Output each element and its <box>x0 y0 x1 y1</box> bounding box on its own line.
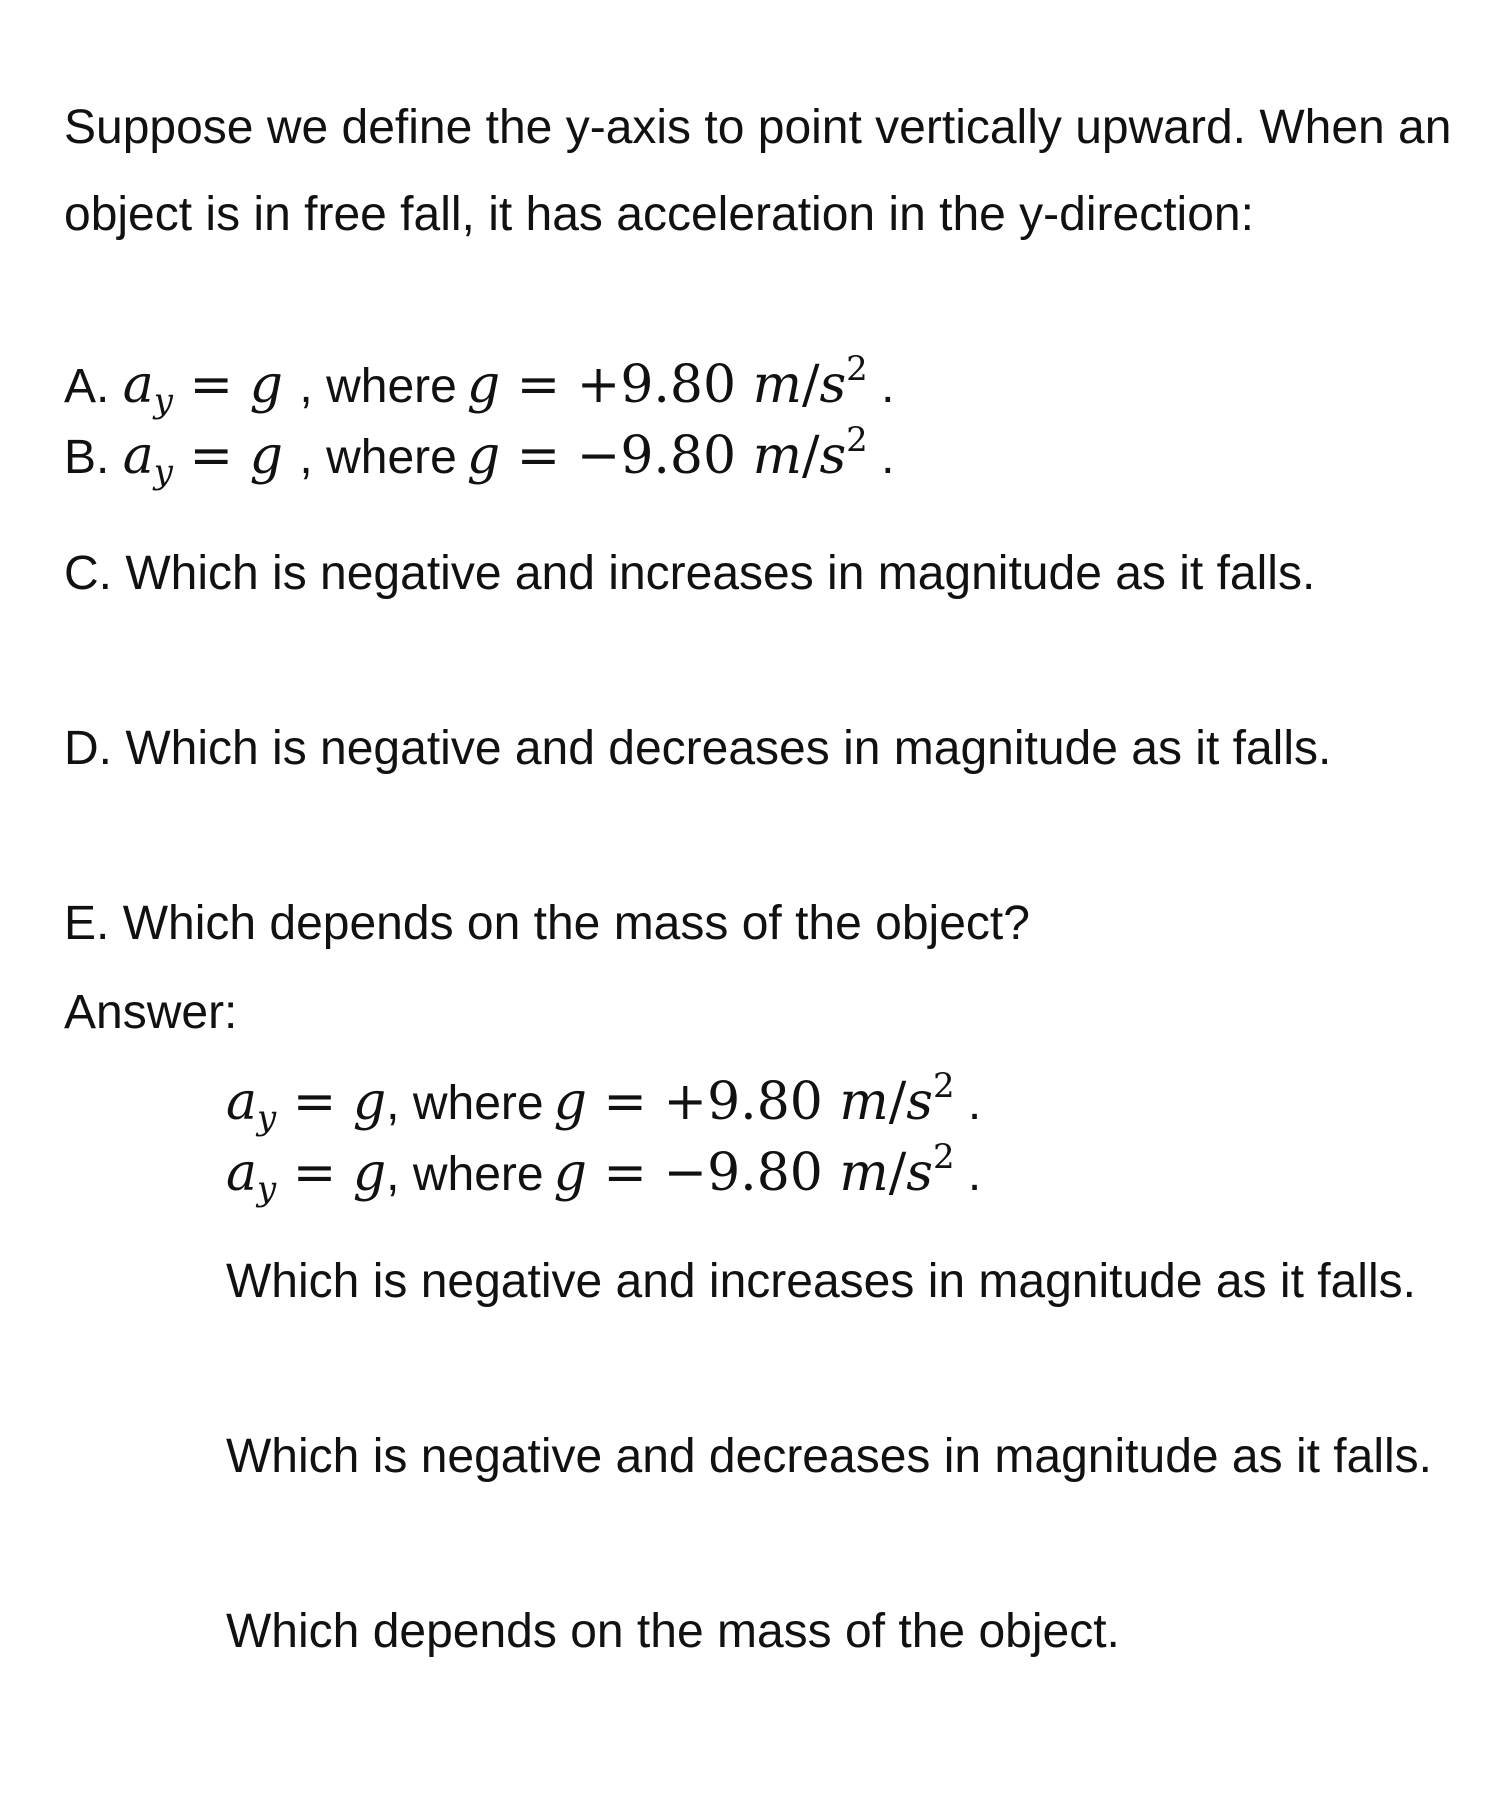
option-a: A. $a_y = g$ , where g = +9.80 $m/s^2$ . <box>64 349 895 421</box>
equation-g-value: g = −9.80 $m/s^2$ <box>553 1137 955 1203</box>
option-label: B. <box>64 431 110 484</box>
option-label: C. <box>64 547 112 600</box>
option-label: E. <box>64 897 110 950</box>
equation-g-value: g = −9.80 $m/s^2$ <box>466 420 868 486</box>
answer-item: Which is negative and increases in magnitude as it falls. <box>226 1255 1416 1308</box>
answer-item: $a_y = g$, where g = +9.80 $m/s^2$ . <box>226 1066 982 1138</box>
option-text: Which is negative and increases in magnitude as it falls. <box>125 547 1316 600</box>
equation-a-y: $a_y = g$ <box>122 355 283 421</box>
equation-a-y: $a_y = g$ <box>226 1143 387 1209</box>
answer-item: $a_y = g$, where g = −9.80 $m/s^2$ . <box>226 1137 982 1209</box>
equation-a-y: $a_y = g$ <box>226 1072 387 1138</box>
option-connector: , where <box>299 431 457 484</box>
equation-g-value: g = +9.80 $m/s^2$ <box>553 1066 955 1132</box>
option-label: D. <box>64 722 112 775</box>
option-d <box>64 705 1454 792</box>
option-label: A. <box>64 360 110 413</box>
option-text: Which depends on the mass of the object? <box>122 897 1030 950</box>
question-stem: Suppose we define the y-axis to point vertically upward. When an object is in free fall, it has acceleration in the y-direction: <box>64 101 1452 241</box>
option-b: B. $a_y = g$ , where g = −9.80 $m/s^2$ . <box>64 420 895 492</box>
equation-g-value: g = +9.80 $m/s^2$ <box>466 349 868 415</box>
option-c <box>64 530 1454 617</box>
option-text: Which is negative and decreases in magnitude as it falls. <box>125 722 1332 775</box>
answer-item: Which depends on the mass of the object. <box>226 1605 1120 1658</box>
equation-a-y: $a_y = g$ <box>122 426 283 492</box>
answer-item: Which is negative and decreases in magnitude as it falls. <box>226 1430 1432 1483</box>
answer-heading: Answer: <box>64 986 238 1039</box>
option-connector: , where <box>299 360 457 413</box>
option-e <box>64 880 1454 967</box>
